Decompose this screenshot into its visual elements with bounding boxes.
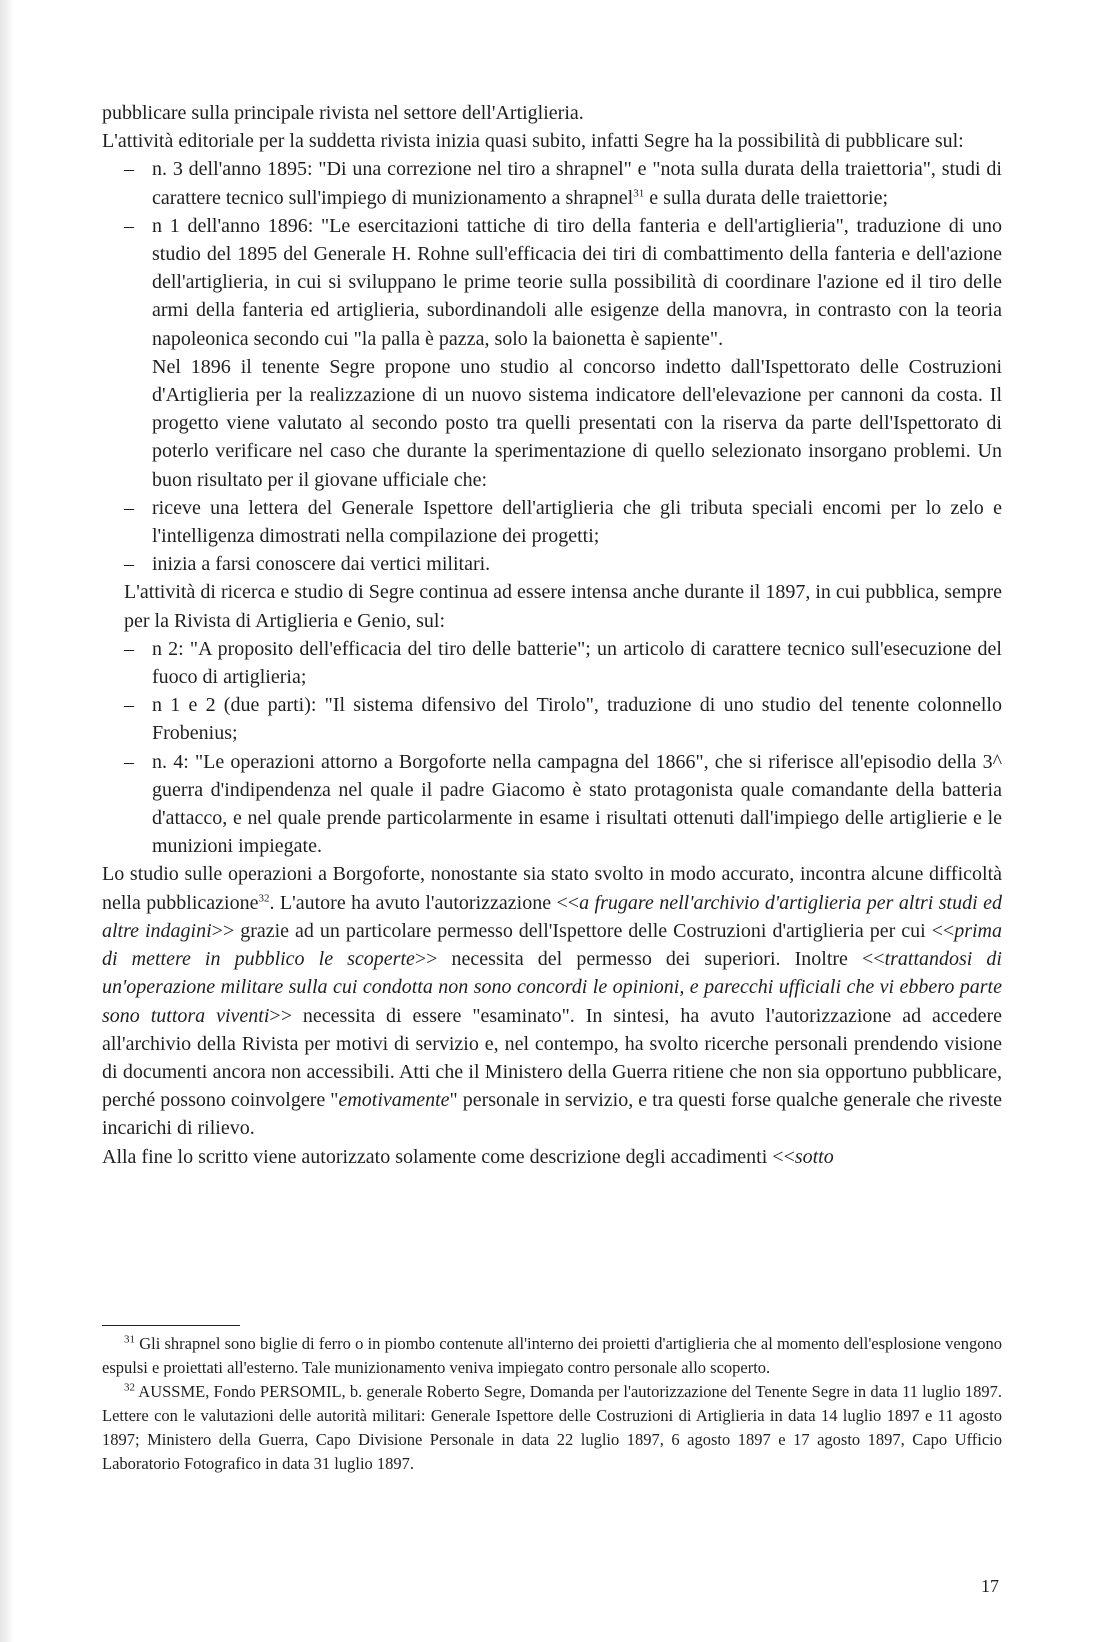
list-item-lettera: – riceve una lettera del Generale Ispettore dell'artiglieria che gli tributa speciali encomi per lo zelo e l'intelligenza dimostrati nella compilazione dei progetti; bbox=[102, 494, 1002, 550]
list-item-1896: – n 1 dell'anno 1896: "Le esercitazioni tattiche di tiro della fanteria e dell'artiglieria", traduzione di uno studio del 1895 del Generale H. Rohne sull'efficacia dei tiri di combattimento della fanteria e dell'azione dell'artiglieria, in cui si sviluppano le prime teorie sulla possibilità di coordinare l'azione ed il tiro delle armi della fanteria ed artiglieria, subordinandoli alle esigenze della manovra, in contrasto con la teoria napoleonica secondo cui "la palla è pazza, solo la baionetta è sapiente". bbox=[102, 212, 1002, 353]
list-item-1895: – n. 3 dell'anno 1895: "Di una correzione nel tiro a shrapnel" e "nota sulla durata della traiettoria", studi di carattere tecnico sull'impiego di munizionamento a shrapnel$^{31}$ e sulla durata delle traiettorie; bbox=[102, 155, 1002, 211]
quote-trattandosi: trattandosi di un'operazione militare sulla cui condotta non sono concordi le opinioni, e parecchi ufficiali che vi ebbero parte sono tuttora viventi bbox=[102, 948, 1002, 1027]
page-edge-shadow bbox=[0, 0, 14, 1642]
list-results bbox=[102, 494, 1002, 579]
paragraph-1897: L'attività di ricerca e studio di Segre continua ad essere intensa anche durante il 1897, in cui pubblica, sempre per la Rivista di Artiglieria e Genio, sul: bbox=[124, 581, 1002, 632]
paragraph-intro-2: L'attività editoriale per la suddetta rivista inizia quasi subito, infatti Segre ha la possibilità di pubblicare sul: bbox=[102, 130, 964, 153]
list-item-n2: – n 2: "A proposito dell'efficacia del tiro delle batterie"; un articolo di carattere tecnico sull'esecuzione del fuoco di artiglieria; bbox=[102, 635, 1002, 691]
quote-frugare: a frugare nell'archivio d'artiglieria per altri studi ed altre indagini bbox=[102, 891, 1002, 942]
quote-prima: prima di mettere in pubblico le scoperte bbox=[102, 919, 1002, 971]
paragraph-intro-1: pubblicare sulla principale rivista nel settore dell'Artiglieria. bbox=[102, 102, 584, 124]
paragraph-borgoforte: Lo studio sulle operazioni a Borgoforte, nonostante sia stato svolto in modo accurato, incontra alcune difficoltà nella pubblicazione$^{32}$. L'autore ha avuto l'autorizzazione <<a frugare nell'archivio d'artiglieria per altri studi ed altre indagini>> grazie ad un particolare permesso dell'Ispettore delle Costruzioni d'artiglieria per cui <<prima di mettere in pubblico le scoperte>> necessita del permesso dei superiori. Inoltre <<trattandosi di un'operazione militare sulla cui condotta non sono concordi le opinioni, e parecchi ufficiali che vi ebbero parte sono tuttora viventi>> necessita di essere "esaminato". In sintesi, ha avuto l'autorizzazione ad accedere all'archivio della Rivista per motivi di servizio e, nel contempo, ha svolto ricerche personali prendendo visione di documenti ancora non accessibili. Atti che il Ministero della Guerra ritiene che non sia opportuno pubblicare, perché possono coinvolgere "emotivamente" personale in servizio, e tra questi forse qualche generale che riveste incarichi di rilievo. bbox=[102, 863, 1002, 1140]
page-number: 17 bbox=[981, 1576, 999, 1596]
footnote-separator bbox=[102, 1325, 240, 1326]
main-text bbox=[102, 99, 1002, 1171]
paragraph-1896: Nel 1896 il tenente Segre propone uno studio al concorso indetto dall'Ispettorato delle Costruzioni d'Artiglieria per la realizzazione di un nuovo sistema indicatore dell'elevazione per cannoni da costa. Il progetto viene valutato al secondo posto tra quelli presentati con la riserva da parte dell'Ispettorato di poterlo verificare nel caso che durante la sperimentazione di quello selezionato insorgano problemi. Un buon risultato per il giovane ufficiale che: bbox=[152, 355, 1002, 491]
quote-sotto: sotto bbox=[794, 1145, 834, 1168]
footnote-ref-31: 31 bbox=[633, 186, 645, 199]
footnote-32: $^{32}$ AUSSME, Fondo PERSOMIL, b. generale Roberto Segre, Domanda per l'autorizzazione del Tenente Segre in data 11 luglio 1897. Lettere con le valutazioni delle autorità militari: Generale Ispettore delle Costruzioni di Artiglieria in data 14 luglio 1897 e 11 agosto 1897; Ministero della Guerra, Capo Divisione Personale in data 22 luglio 1897, 6 agosto 1897 e 17 agosto 1897, Capo Ufficio Laboratorio Fotografico in data 31 luglio 1897. bbox=[102, 1381, 1002, 1473]
footnote-ref-32: 32 bbox=[258, 892, 270, 905]
list-item-n4: – n. 4: "Le operazioni attorno a Borgoforte nella campagna del 1866", che si riferisce all'episodio della 3^ guerra d'indipendenza nel quale il padre Giacomo è stato protagonista quale comandante della batteria d'attacco, e nel quale prende particolarmente in esame i risultati ottenuti dall'impiego delle artiglierie e le munizioni impiegate. bbox=[102, 748, 1002, 861]
list-item-vertici: – inizia a farsi conoscere dai vertici militari. bbox=[102, 550, 1002, 578]
footnote-31: $^{31}$ Gli shrapnel sono biglie di ferro o in piombo contenute all'interno dei proietti d'artiglieria che al momento dell'esplosione vengono espulsi e proiettati all'esterno. Tale munizionamento veniva impiegato contro personale allo scoperto. bbox=[102, 1333, 1002, 1377]
list-item-n1-2: – n 1 e 2 (due parti): "Il sistema difensivo del Tirolo", traduzione di uno studio del tenente colonnello Frobenius; bbox=[102, 691, 1002, 747]
list-1895-1896 bbox=[102, 155, 1002, 352]
quote-emotivamente: emotivamente bbox=[338, 1089, 450, 1112]
footnotes bbox=[102, 1332, 1002, 1476]
paragraph-fine: Alla fine lo scritto viene autorizzato solamente come descrizione degli accadimenti <<sotto bbox=[102, 1145, 834, 1168]
list-1897 bbox=[102, 635, 1002, 861]
